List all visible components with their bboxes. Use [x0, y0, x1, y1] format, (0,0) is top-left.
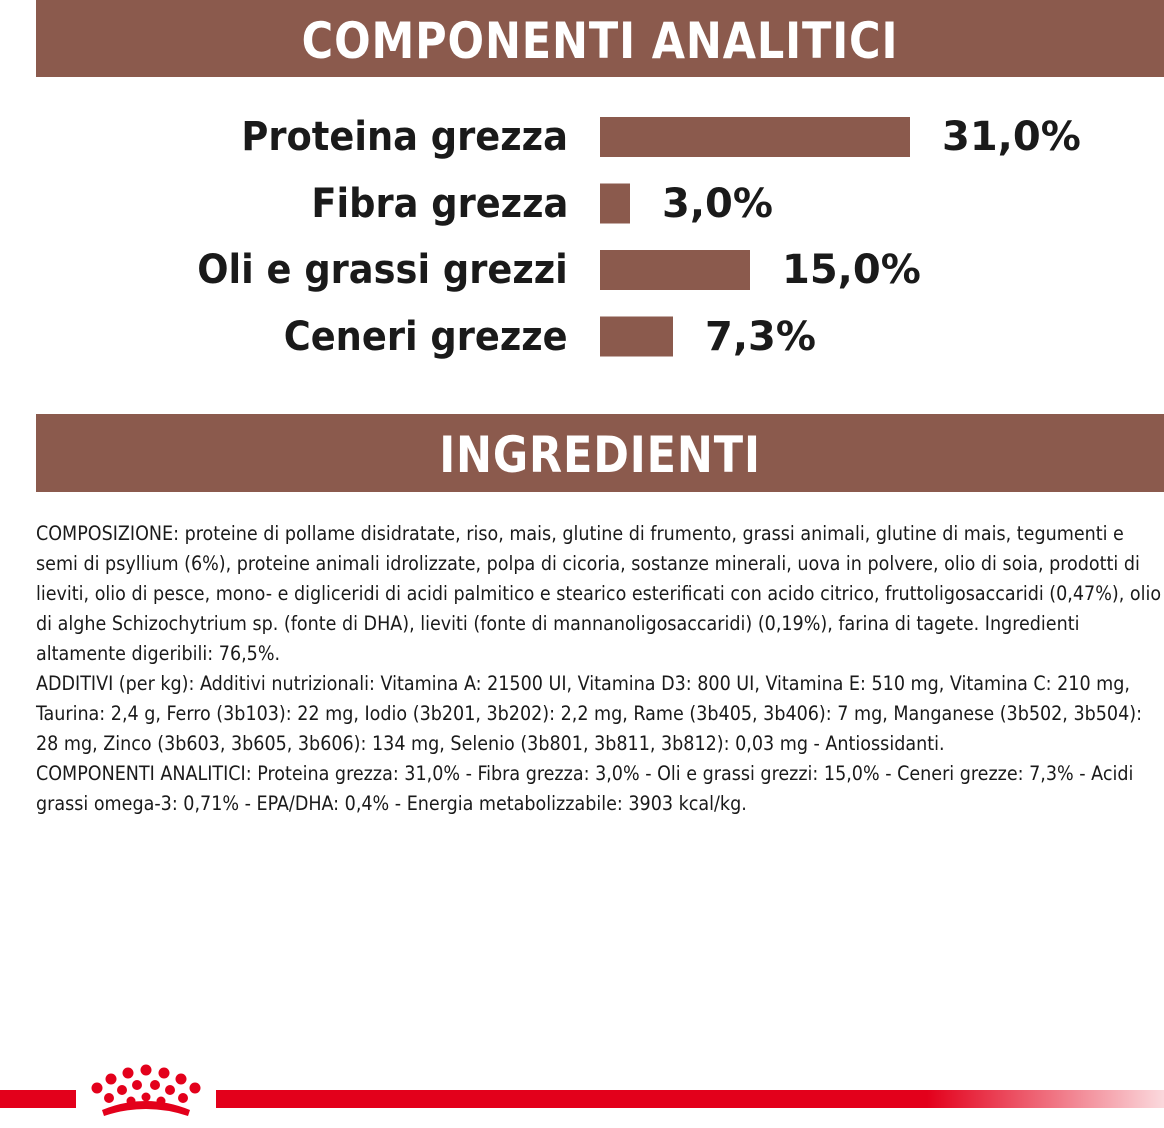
bar-0	[600, 117, 910, 157]
footer	[0, 1058, 1164, 1128]
analytical-components-title: COMPONENTI ANALITICI	[301, 12, 899, 70]
bar-3	[600, 317, 673, 357]
ingredients-title: INGREDIENTI	[439, 426, 761, 484]
ingredients-text	[36, 519, 1162, 819]
royal-canin-crown-icon	[84, 1064, 208, 1118]
bar-2	[600, 250, 750, 290]
value-label-3: 7,3%	[705, 313, 816, 360]
additives-paragraph: ADDITIVI (per kg): Additivi nutrizionali: Vitamina A: 21500 UI, Vitamina D3: 800 UI, Vitamina E: 510 mg, Vitamina C: 210 mg, Taurina: 2,4 g, Ferro (3b103): 22 mg, Iodio (3b201, 3b202): 2,2 mg, Rame (3b405, 3b406): 7 mg, Manganese (3b502, 3b504): 28 mg, Zinco (3b603, 3b605, 3b606): 134 mg, Selenio (3b801, 3b811, 3b812): 0,03 mg - Antiossidanti.	[36, 672, 1142, 755]
footer-line-left	[0, 1090, 76, 1108]
analytical-components-chart	[0, 100, 1164, 390]
ingredients-banner	[36, 414, 1164, 492]
category-label-3: Ceneri grezze	[284, 313, 568, 360]
category-label-1: Fibra grezza	[310, 180, 568, 227]
bar-1	[600, 184, 630, 224]
analytical-paragraph: COMPONENTI ANALITICI: Proteina grezza: 31,0% - Fibra grezza: 3,0% - Oli e grassi grezzi: 15,0% - Ceneri grezze: 7,3% - Acidi grassi omega-3: 0,71% - EPA/DHA: 0,4% - Energia metabolizzabile: 3903 kcal/kg.	[36, 762, 1134, 815]
footer-line-right	[216, 1090, 1164, 1108]
composition-paragraph: COMPOSIZIONE: proteine di pollame disidratate, riso, mais, glutine di frumento, grassi animali, glutine di mais, tegumenti e semi di psyllium (6%), proteine animali idrolizzate, polpa di cicoria, sostanze minerali, uova in polvere, olio di soia, prodotti di lieviti, olio di pesce, mono- e digliceridi di acidi palmitico e stearico esterificati con acido citrico, fruttoligosaccaridi (0,47%), olio di alghe Schizochytrium sp. (fonte di DHA), lieviti (fonte di mannanoligosaccaridi) (0,19%), farina di tagete. Ingredienti altamente digeribili: 76,5%.	[36, 522, 1162, 665]
analytical-components-banner	[36, 0, 1164, 77]
value-label-1: 3,0%	[662, 180, 773, 227]
value-label-2: 15,0%	[782, 247, 921, 293]
category-label-0: Proteina grezza	[241, 114, 568, 160]
value-label-0: 31,0%	[942, 114, 1081, 160]
category-label-2: Oli e grassi grezzi	[197, 247, 568, 293]
